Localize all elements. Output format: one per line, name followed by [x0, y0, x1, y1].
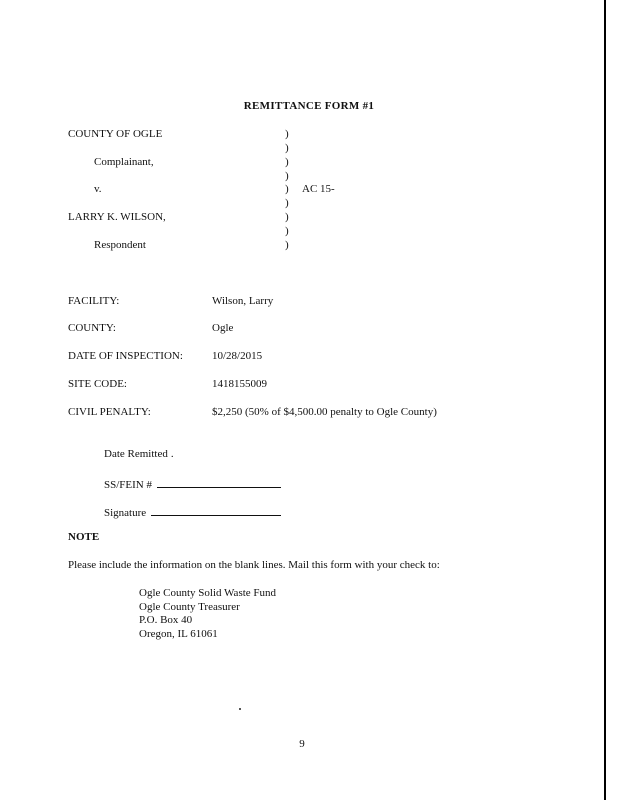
detail-label-facility: FACILITY: [68, 295, 120, 307]
address-line: P.O. Box 40 [139, 614, 193, 626]
address-line: Ogle County Solid Waste Fund [139, 587, 277, 599]
page-number: 9 [299, 738, 305, 750]
caption-paren: ) [285, 225, 289, 237]
signature-blank-line [151, 504, 281, 516]
detail-value-facility: Wilson, Larry [212, 295, 274, 307]
caption-paren: ) [285, 239, 289, 251]
signature-field [104, 504, 281, 520]
form-title: REMITTANCE FORM #1 [243, 100, 375, 112]
address-line: Ogle County Treasurer [139, 601, 240, 613]
caption-paren: ) [285, 156, 289, 168]
caption-complainant: Complainant, [94, 156, 154, 168]
caption-paren: ) [285, 128, 289, 140]
detail-label-civil-penalty: CIVIL PENALTY: [68, 406, 151, 418]
ssfein-field [104, 476, 281, 492]
detail-label-county: COUNTY: [68, 322, 116, 334]
stray-mark [239, 708, 241, 710]
caption-paren: ) [285, 183, 289, 195]
address-line: Oregon, IL 61061 [139, 628, 218, 640]
caption-paren: ) [285, 211, 289, 223]
detail-label-inspection-date: DATE OF INSPECTION: [68, 350, 183, 362]
signature-label: Signature [104, 507, 147, 519]
detail-value-site-code: 1418155009 [212, 378, 267, 390]
detail-value-county: Ogle [212, 322, 234, 334]
caption-paren: ) [285, 170, 289, 182]
ssfein-blank-line [157, 476, 281, 488]
caption-county: COUNTY OF OGLE [68, 128, 163, 140]
caption-paren: ) [285, 197, 289, 209]
page-edge-line [604, 0, 606, 800]
detail-value-inspection-date: 10/28/2015 [212, 350, 263, 362]
date-remitted-field [104, 448, 174, 461]
date-remitted-label: Date Remitted [104, 448, 168, 460]
detail-label-site-code: SITE CODE: [68, 378, 127, 390]
caption-paren: ) [285, 142, 289, 154]
case-number: AC 15- [302, 183, 335, 195]
caption-versus: v. [94, 183, 102, 195]
detail-value-civil-penalty: $2,250 (50% of $4,500.00 penalty to Ogle County) [212, 406, 437, 418]
ssfein-label: SS/FEIN # [104, 479, 152, 491]
note-instruction: Please include the information on the blank lines. Mail this form with your check to: [68, 559, 440, 571]
date-remitted-blank: . [170, 448, 174, 460]
caption-respondent: Respondent [94, 239, 146, 251]
note-heading: NOTE [68, 531, 100, 543]
caption-respondent-name: LARRY K. WILSON, [68, 211, 166, 223]
